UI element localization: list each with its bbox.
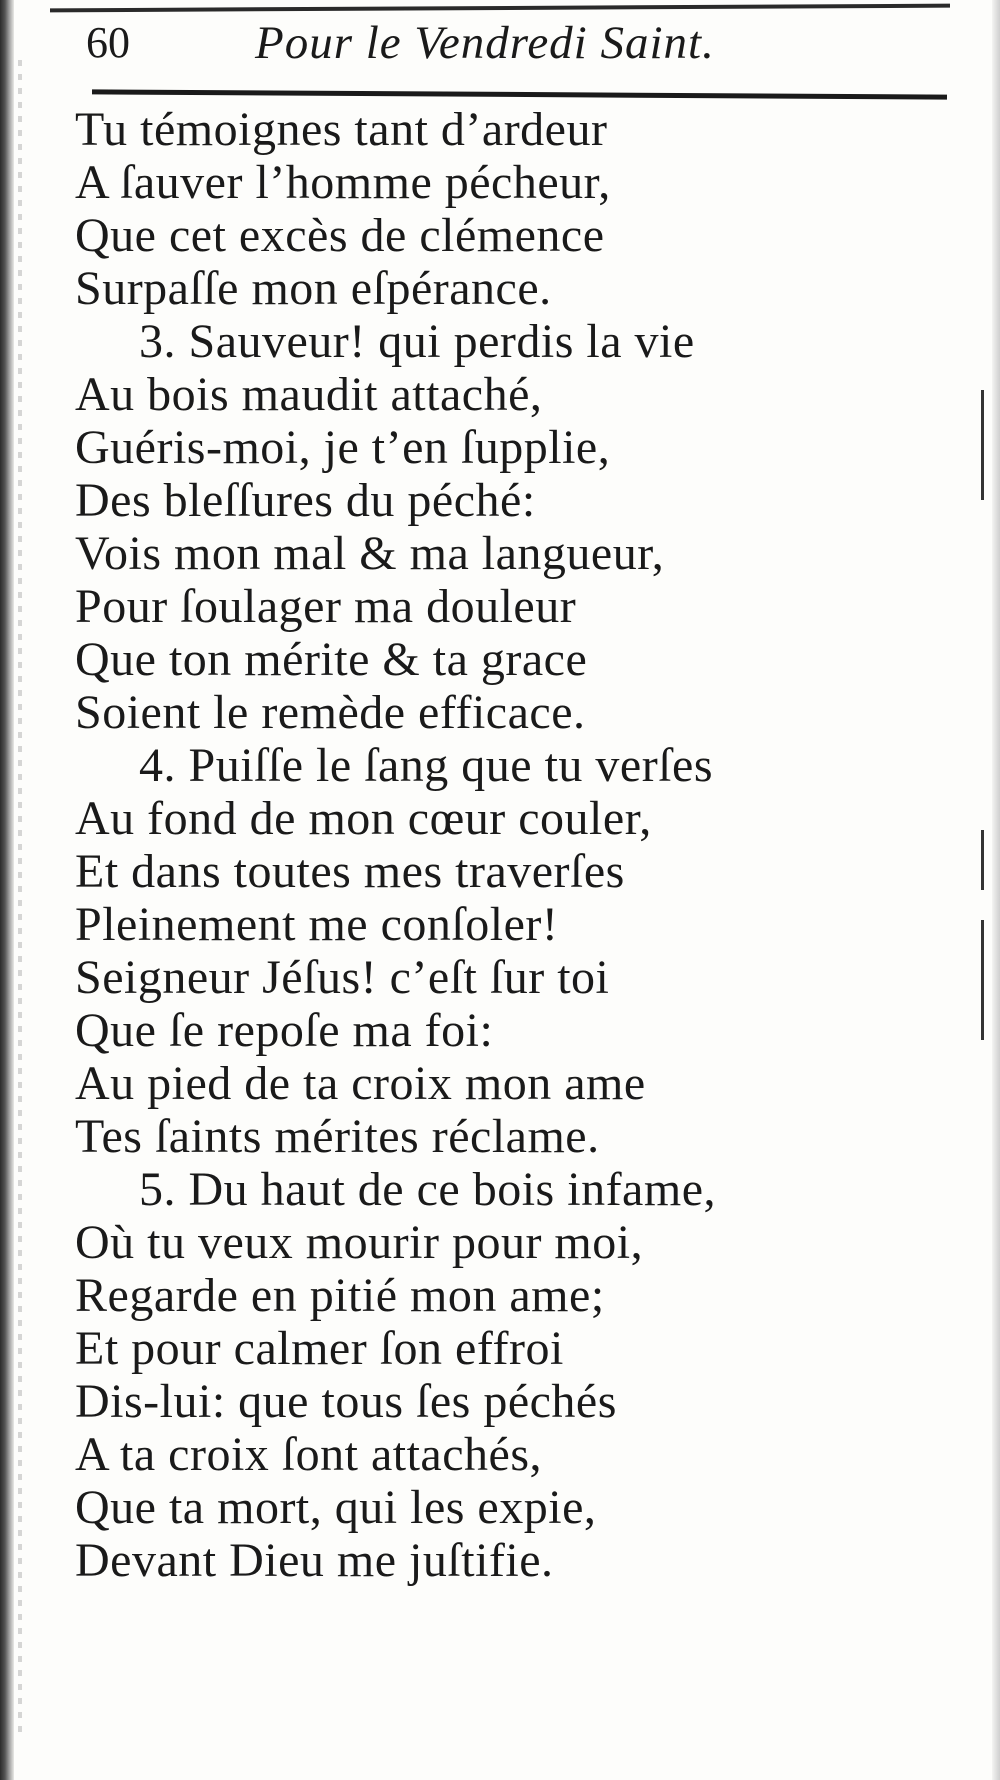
verse-line: Dis-lui: que tous ſes péchés: [75, 1375, 617, 1428]
verse-line: Et pour calmer ſon effroi: [75, 1322, 564, 1375]
verse-line: Pleinement me conſoler!: [75, 898, 559, 951]
page-right-edge: [992, 0, 1000, 1780]
verse-line: Soient le remède efficace.: [75, 686, 586, 739]
hymn-text: [75, 103, 955, 1587]
verse-line: Que ſe repoſe ma foi:: [75, 1004, 494, 1057]
verse-line: Tu témoignes tant d’ardeur: [75, 103, 608, 156]
verse-line: A ta croix ſont attachés,: [75, 1428, 543, 1481]
verse-line: Devant Dieu me juſtifie.: [75, 1534, 554, 1587]
margin-mark: [981, 920, 984, 1040]
verse-line: Surpaſſe mon eſpérance.: [75, 262, 552, 315]
header-rule: [92, 89, 947, 99]
margin-mark: [981, 830, 984, 890]
page-gutter-shadow: [0, 0, 14, 1780]
verse-line: Des bleſſures du péché:: [75, 474, 536, 527]
verse-line: Au fond de mon cœur couler,: [75, 792, 652, 845]
verse-line: Que ta mort, qui les expie,: [75, 1481, 597, 1534]
margin-mark: [981, 390, 984, 500]
verse-line: Regarde en pitié mon ame;: [75, 1269, 605, 1322]
verse-line: Au pied de ta croix mon ame: [75, 1057, 646, 1110]
verse-line: 3. Sauveur! qui perdis la vie: [139, 315, 695, 368]
verse-line: Tes ſaints mérites réclame.: [75, 1110, 600, 1163]
page-number: 60: [86, 18, 130, 67]
verse-line: Que ton mérite & ta grace: [75, 633, 588, 686]
verse-line: Et dans toutes mes traverſes: [75, 845, 625, 898]
verse-line: Pour ſoulager ma douleur: [75, 580, 577, 633]
running-title: Pour le Vendredi Saint.: [255, 17, 715, 69]
verse-line: 4. Puiſſe le ſang que tu verſes: [139, 739, 714, 792]
gutter-texture: [18, 60, 22, 1740]
verse-line: Où tu veux mourir pour moi,: [75, 1216, 644, 1269]
running-head: [80, 12, 940, 72]
verse-line: Au bois maudit attaché,: [75, 368, 543, 421]
verse-line: 5. Du haut de ce bois infame,: [139, 1163, 716, 1216]
verse-line: Guéris-moi, je t’en ſupplie,: [75, 421, 611, 474]
verse-line: A ſauver l’homme pécheur,: [75, 156, 611, 209]
verse-line: Que cet excès de clémence: [75, 209, 605, 262]
verse-line: Vois mon mal & ma langueur,: [75, 527, 665, 580]
verse-line: Seigneur Jéſus! c’eſt ſur toi: [75, 951, 610, 1004]
